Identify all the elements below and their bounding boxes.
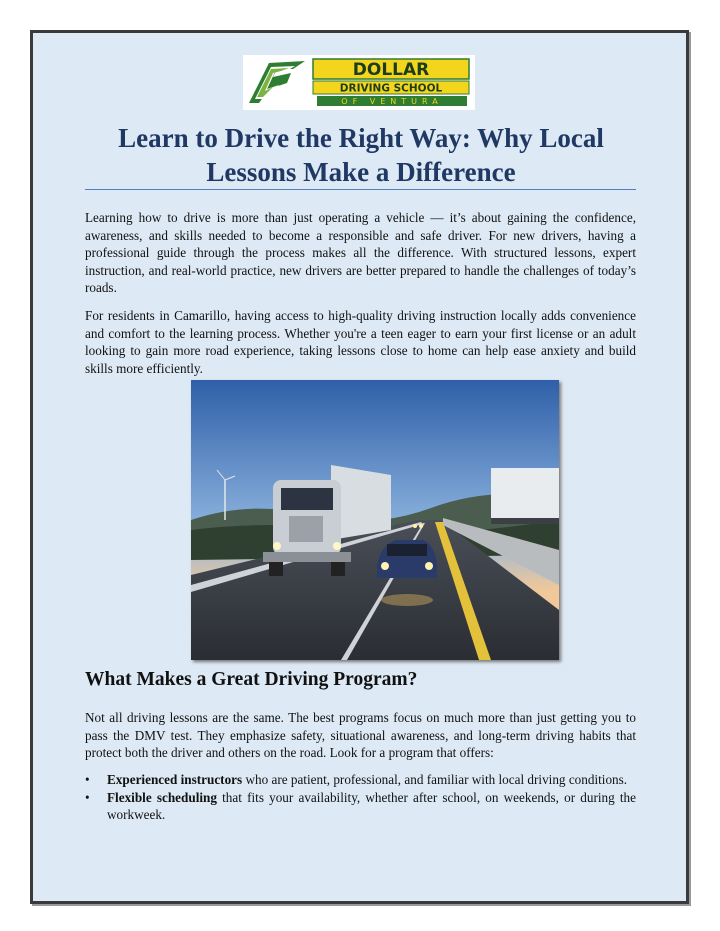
highway-truck-photo <box>191 380 559 660</box>
list-item-text: who are patient, professional, and familiar with local driving conditions. <box>242 772 628 787</box>
logo <box>243 55 475 110</box>
title-divider <box>85 189 636 190</box>
logo-line1: DOLLAR <box>352 60 430 80</box>
logo-line2: DRIVING SCHOOL <box>339 82 443 95</box>
list-item-text: that fits your availability, whether after school, on weekends, or during the workweek. <box>107 789 636 822</box>
paragraph-intro: Learning how to drive is more than just operating a vehicle — it’s about gaining the confidence, awareness, and skills needed to become a responsible and safe driver. For new drivers, having a professional guide through the process makes all the difference. With structured lessons, expert instruction, and real-world practice, new drivers are better prepared to handle the challenges of today’s roads. <box>85 210 636 295</box>
logo-line3: OF VENTURA <box>341 97 443 106</box>
bullet-icon: • <box>85 772 90 787</box>
dollar-driving-school-logo <box>243 55 475 110</box>
list-item-bold: Flexible scheduling <box>107 789 217 805</box>
document-page <box>30 30 689 904</box>
section-intro-paragraph: Not all driving lessons are the same. The best programs focus on much more than just getting you to pass the DMV test. They emphasize safety, situational awareness, and long-term driving habits that protect both the driver and others on the road. Look for a program that offers: <box>85 710 636 760</box>
list-item-bold: Experienced instructors <box>107 772 243 787</box>
page-title: Learn to Drive the Right Way: Why Local Lessons Make a Difference <box>118 123 604 187</box>
list-item <box>85 771 636 789</box>
list-item <box>85 789 636 824</box>
feature-list <box>85 771 636 824</box>
section-heading: What Makes a Great Driving Program? <box>85 669 418 690</box>
bullet-icon: • <box>85 789 90 805</box>
paragraph-camarillo: For residents in Camarillo, having access to high-quality driving instruction locally adds convenience and comfort to the learning process. Whether you're a teen eager to earn your first license or an adult looking to gain more road experience, taking lessons close to home can help ease anxiety and build skills more efficiently. <box>85 308 636 376</box>
